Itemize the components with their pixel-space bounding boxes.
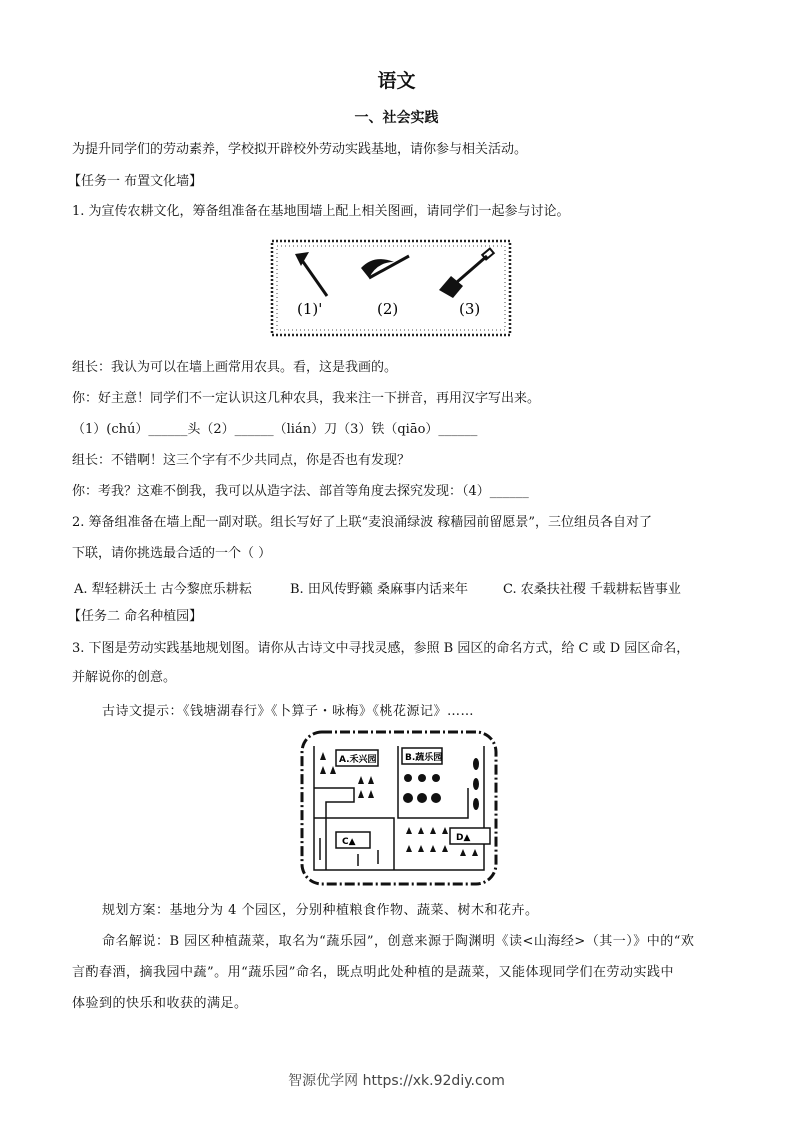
zone-d-label: D▲ (456, 833, 471, 843)
task2-heading: 【任务二 命名种植园】 (68, 609, 203, 624)
page-title: 语文 (377, 70, 416, 92)
footer-watermark: 智源优学网 https://xk.92diy.com (288, 1073, 505, 1089)
question-1: 1. 为宣传农耕文化，筹备组准备在基地围墙上配上相关图画，请同学们一起参与讨论。 (72, 204, 570, 219)
base-plan-map (298, 728, 500, 888)
fill-blanks-1-3: （1）(chú）______头（2）______（lián）刀（3）铁（qiāo）______ (72, 422, 478, 437)
zone-c-label: C▲ (342, 837, 356, 847)
zone-a-label: A.禾兴园 (339, 755, 377, 765)
naming-explanation-3: 体验到的快乐和收获的满足。 (72, 996, 248, 1011)
fig1-label-2: (2) (377, 300, 399, 318)
question-3-line1: 3. 下图是劳动实践基地规划图。请你从古诗文中寻找灵感，参照 B 园区的命名方式，给 C 或 D 园区命名， (72, 641, 690, 656)
option-b: B. 田风传野籁 桑麻事内话来年 (290, 582, 468, 597)
shovel-icon (439, 248, 494, 298)
fig1-label-1: (1)' (297, 300, 323, 318)
intro-text: 为提升同学们的劳动素养，学校拟开辟校外劳动实践基地，请你参与相关活动。 (72, 142, 528, 157)
fig1-label-3: (3) (459, 300, 481, 318)
zone-b-label: B.蔬乐园 (405, 753, 443, 763)
farm-tools-figure (269, 238, 513, 338)
option-a: A. 犁轻耕沃土 古今黎庶乐耕耘 (74, 582, 252, 597)
naming-explanation-2: 言酌春酒，摘我园中蔬”。用“蔬乐园”命名，既点明此处种植的是蔬菜，又能体现同学们在劳动实践中 (72, 965, 674, 980)
naming-explanation-1: 命名解说：B 园区种植蔬菜，取名为“蔬乐园”，创意来源于陶渊明《读<山海经>（其一）》中的“欢 (102, 934, 695, 949)
question-2-line2: 下联，请你挑选最合适的一个（ ） (72, 546, 272, 561)
dialogue-you-2: 你：考我？这难不倒我，我可以从造字法、部首等角度去探究发现：（4）______ (72, 484, 529, 499)
task1-heading: 【任务一 布置文化墙】 (68, 174, 203, 189)
hoe-icon (295, 252, 327, 296)
section-heading: 一、社会实践 (354, 110, 439, 126)
poem-hint: 古诗文提示：《钱塘湖春行》《卜算子・咏梅》《桃花源记》…… (102, 704, 475, 719)
question-3-line2: 并解说你的创意。 (72, 670, 177, 685)
dialogue-you-1: 你：好主意！同学们不一定认识这几种农具，我来注一下拼音，再用汉字写出来。 (72, 391, 541, 406)
sickle-icon (361, 256, 409, 278)
plan-text: 规划方案：基地分为 4 个园区，分别种植粮食作物、蔬菜、树木和花卉。 (102, 903, 539, 918)
dialogue-leader-2: 组长：不错啊！这三个字有不少共同点，你是否也有发现？ (72, 453, 411, 468)
dialogue-leader-1: 组长：我认为可以在墙上画常用农具。看，这是我画的。 (72, 360, 398, 375)
option-c: C. 农桑扶社稷 千载耕耘皆事业 (503, 582, 681, 597)
question-2-line1: 2. 筹备组准备在墙上配一副对联。组长写好了上联“麦浪涌绿波 稼穑园前留愿景”，三位组员各自对了 (72, 515, 652, 530)
